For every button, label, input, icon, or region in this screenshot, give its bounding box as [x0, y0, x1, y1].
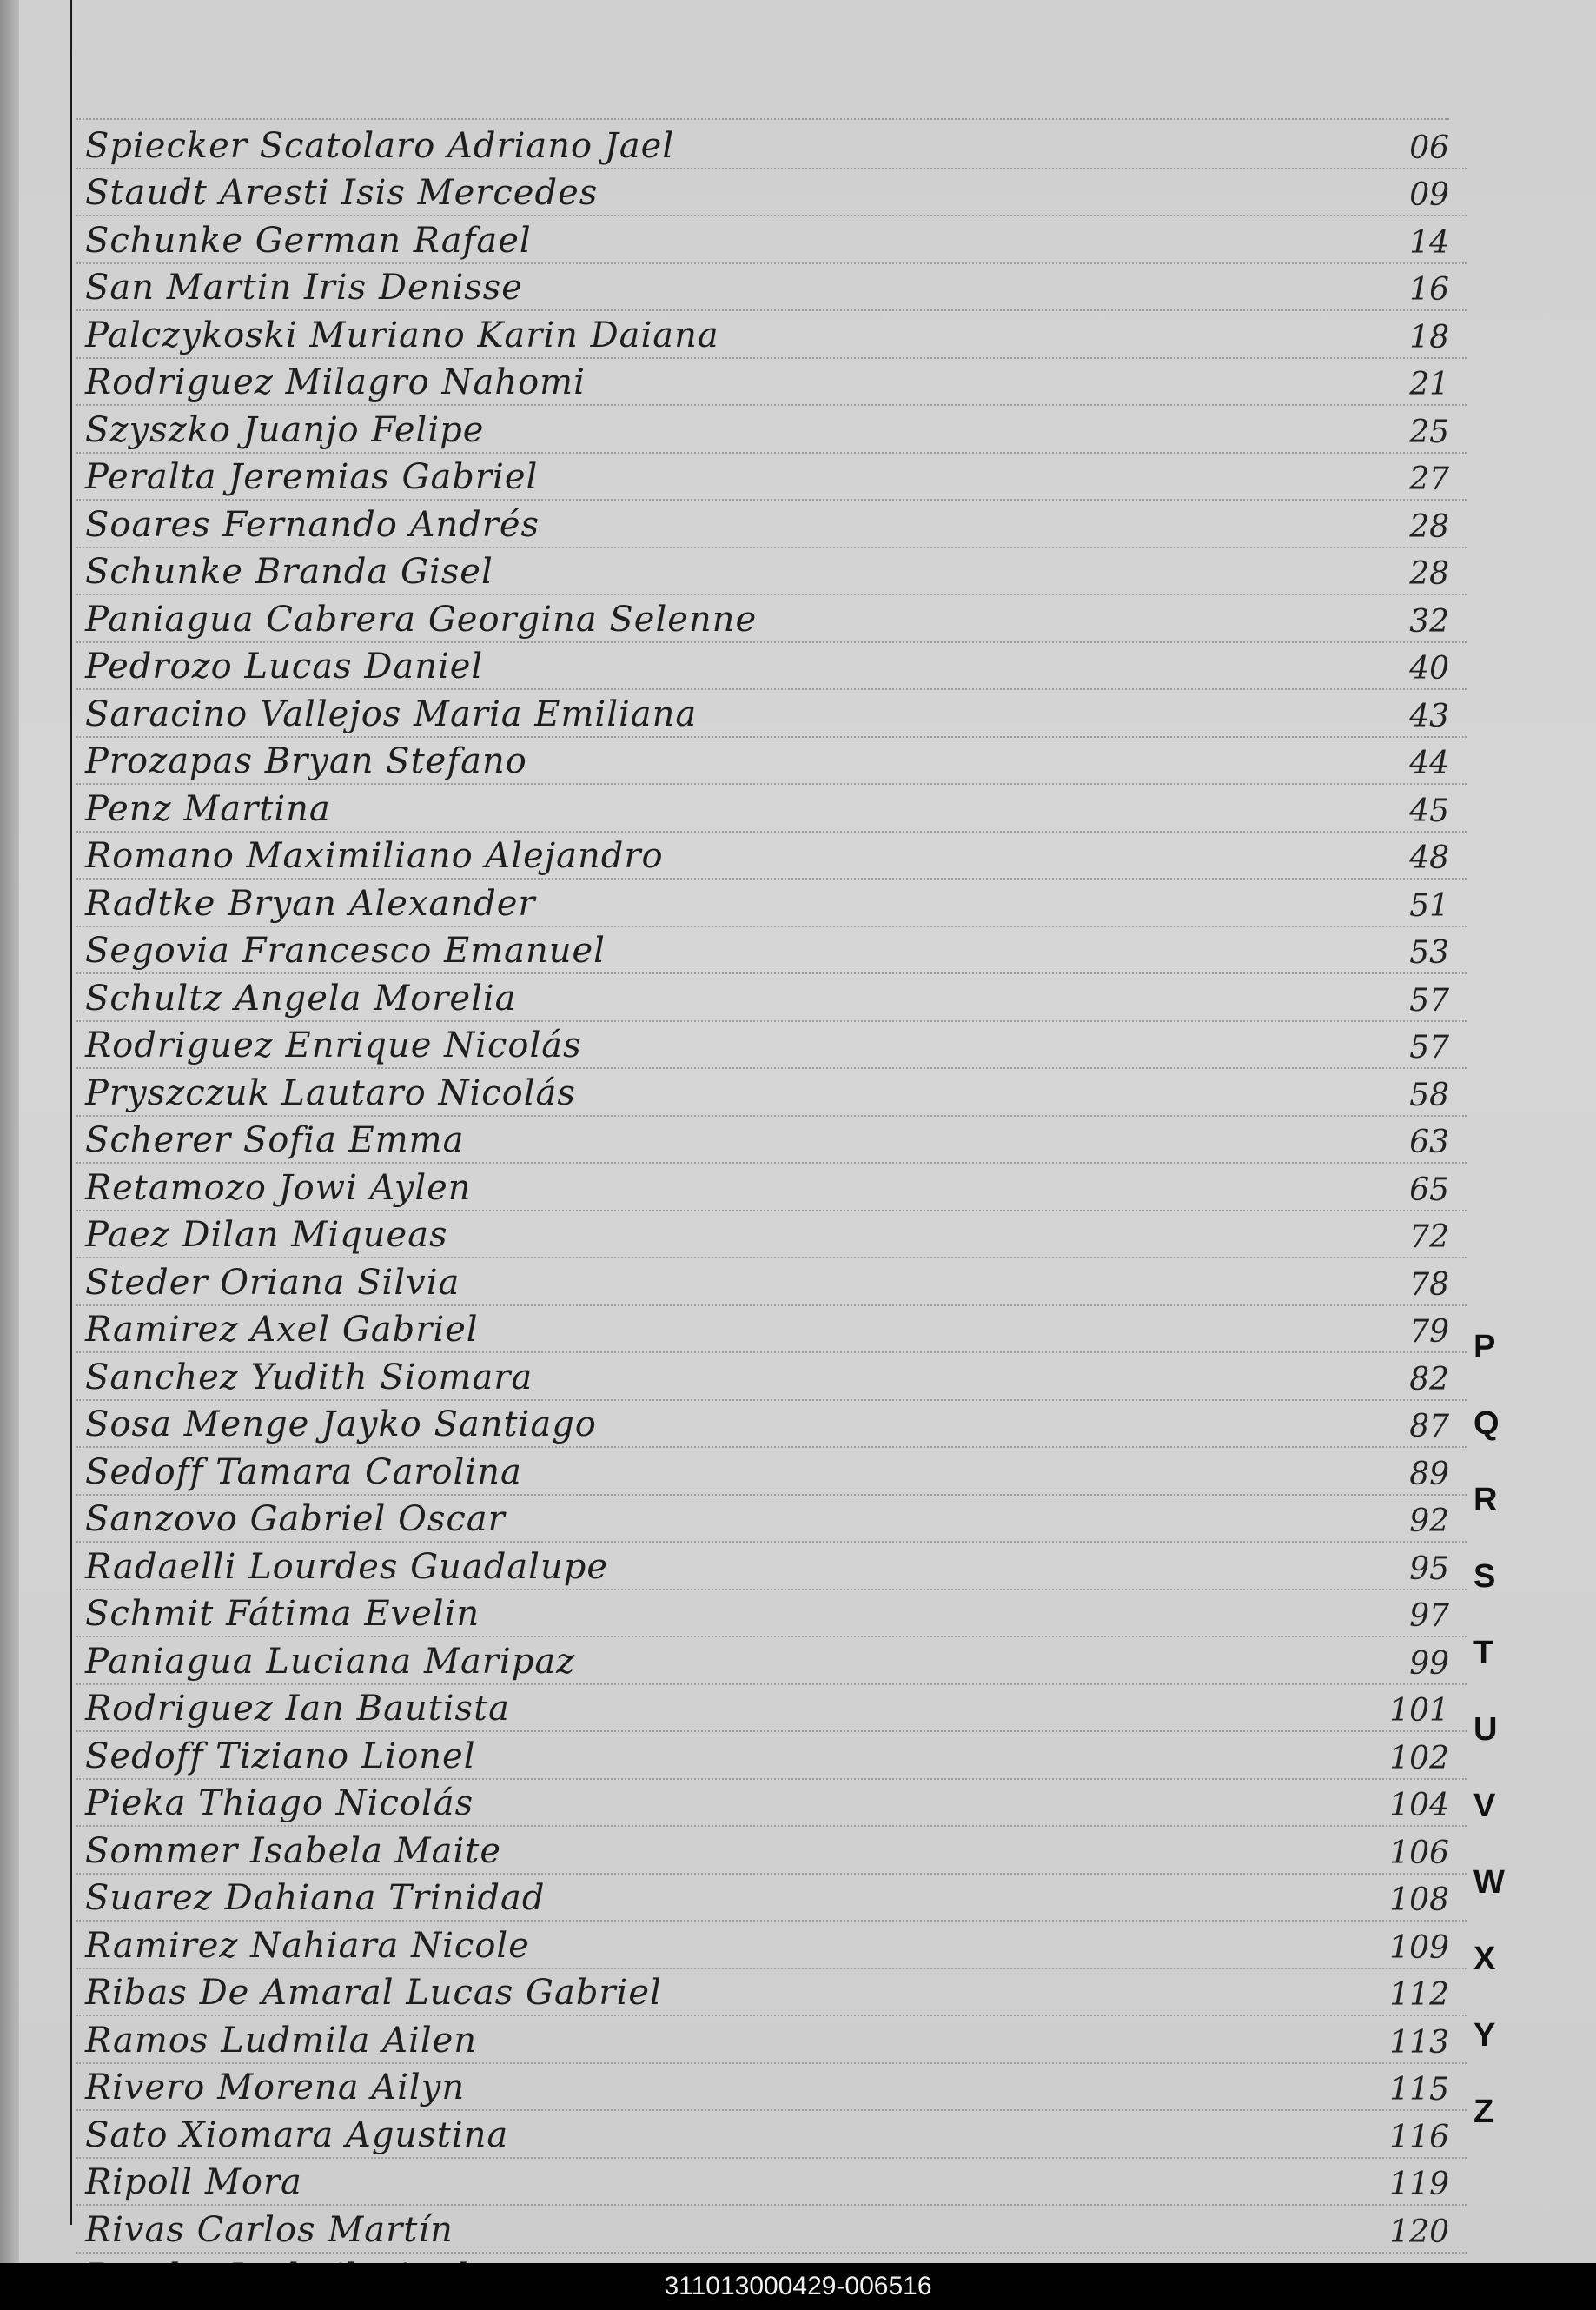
entry-row: [76, 548, 1467, 596]
entry-row: [76, 974, 1467, 1022]
entry-number: 09: [1409, 177, 1449, 213]
entry-row: [76, 738, 1467, 786]
entry-name: Radtke Bryan Alexander: [85, 883, 536, 924]
index-tab-w[interactable]: W: [1473, 1864, 1505, 1901]
entry-row: [76, 1637, 1467, 1685]
entry-number: 78: [1409, 1266, 1449, 1303]
entry-row: [76, 2159, 1467, 2207]
entry-row: [76, 454, 1467, 501]
entry-row: [76, 1685, 1467, 1733]
entry-row: [76, 501, 1467, 548]
entry-name: Pryszczuk Lautaro Nicolás: [85, 1072, 576, 1113]
entry-row: [76, 122, 1467, 169]
entry-name: Rivero Morena Ailyn: [85, 2068, 466, 2108]
entry-row: [76, 1353, 1467, 1401]
entry-number: 99: [1409, 1645, 1449, 1682]
page-binding-edge: [0, 0, 19, 2263]
entry-number: 27: [1409, 461, 1449, 497]
entry-number: 53: [1409, 935, 1449, 971]
entry-row: [76, 1732, 1467, 1780]
entry-row: [76, 1827, 1467, 1875]
entry-name: Ramirez Nahiara Nicole: [85, 1925, 530, 1966]
entry-name: Pieka Thiago Nicolás: [85, 1783, 474, 1823]
entry-row: [76, 2016, 1467, 2064]
entry-number: 57: [1409, 982, 1449, 1019]
index-tab-s[interactable]: S: [1473, 1558, 1496, 1595]
entry-name: Staudt Aresti Isis Mercedes: [85, 173, 599, 213]
entry-name: Paez Dilan Miqueas: [85, 1215, 448, 1255]
entry-row: [76, 406, 1467, 454]
entry-number: 113: [1389, 2024, 1449, 2061]
entry-name: Spiecker Scatolaro Adriano Jael: [85, 125, 675, 166]
entry-name: Sanchez Yudith Siomara: [85, 1357, 533, 1397]
entry-name: Sato Xiomara Agustina: [85, 2114, 509, 2155]
entry-name: Steder Oriana Silvia: [85, 1262, 460, 1303]
entry-row: [76, 1543, 1467, 1590]
index-tab-t[interactable]: T: [1473, 1635, 1494, 1671]
entry-number: 63: [1409, 1125, 1449, 1160]
entry-name: Schmit Fátima Evelin: [85, 1594, 480, 1634]
entry-name: Peralta Jeremias Gabriel: [85, 457, 539, 497]
index-tab-v[interactable]: V: [1473, 1788, 1496, 1824]
entry-name: Saracino Vallejos Maria Emiliana: [85, 694, 698, 734]
entry-number: 51: [1409, 887, 1449, 924]
entry-number: 82: [1409, 1361, 1449, 1397]
entry-name: Rodriguez Ian Bautista: [85, 1689, 510, 1729]
entry-name: Paniagua Luciana Maripaz: [85, 1641, 576, 1682]
entry-row: [76, 264, 1467, 312]
entry-number: 65: [1409, 1172, 1449, 1208]
entry-list: [76, 122, 1467, 2300]
entry-row: [76, 1211, 1467, 1259]
entry-number: 79: [1409, 1314, 1449, 1350]
entry-name: Prozapas Bryan Stefano: [85, 741, 527, 781]
entry-name: Romano Maximiliano Alejandro: [85, 836, 664, 876]
entry-row: [76, 1969, 1467, 2017]
index-tab-u[interactable]: U: [1473, 1711, 1498, 1748]
entry-number: 72: [1409, 1219, 1449, 1255]
entry-name: Ramos Ludmila Ailen: [85, 2020, 478, 2061]
entry-row: [76, 1401, 1467, 1449]
entry-number: 06: [1409, 129, 1449, 166]
entry-row: [76, 359, 1467, 407]
entry-number: 89: [1409, 1456, 1449, 1492]
entry-number: 28: [1409, 508, 1449, 545]
entry-number: 48: [1409, 840, 1449, 876]
entry-number: 25: [1409, 414, 1449, 450]
entry-number: 32: [1409, 603, 1449, 640]
entry-number: 97: [1409, 1598, 1449, 1634]
entry-number: 106: [1389, 1835, 1449, 1871]
entry-number: 116: [1389, 2119, 1449, 2155]
margin-line: [70, 0, 72, 2225]
entry-name: Sedoff Tamara Carolina: [85, 1451, 522, 1492]
entry-number: 115: [1389, 2072, 1449, 2108]
entry-row: [76, 1022, 1467, 1070]
entry-number: 104: [1389, 1788, 1449, 1823]
entry-row: [76, 169, 1467, 217]
entry-row: [76, 1590, 1467, 1638]
entry-number: 108: [1389, 1882, 1449, 1918]
entry-name: Paniagua Cabrera Georgina Selenne: [85, 599, 758, 640]
entry-row: [76, 690, 1467, 738]
entry-number: 101: [1389, 1693, 1449, 1729]
entry-row: [76, 833, 1467, 880]
entry-name: Segovia Francesco Emanuel: [85, 931, 606, 971]
entry-number: 43: [1409, 698, 1449, 734]
entry-number: 102: [1389, 1740, 1449, 1776]
top-rule: [76, 118, 1449, 120]
index-tab-y[interactable]: Y: [1473, 2017, 1496, 2054]
entry-number: 18: [1409, 319, 1449, 355]
entry-number: 120: [1389, 2214, 1449, 2250]
entry-row: [76, 1922, 1467, 1969]
entry-row: [76, 927, 1467, 975]
entry-name: Rodriguez Milagro Nahomi: [85, 362, 586, 402]
entry-number: 95: [1409, 1550, 1449, 1587]
entry-row: [76, 2206, 1467, 2254]
entry-row: [76, 1164, 1467, 1211]
entry-row: [76, 2111, 1467, 2159]
entry-number: 44: [1409, 746, 1449, 781]
entry-number: 109: [1389, 1929, 1449, 1966]
index-tab-q[interactable]: Q: [1473, 1405, 1500, 1442]
entry-number: 58: [1409, 1077, 1449, 1113]
entry-row: [76, 1117, 1467, 1165]
entry-row: [76, 1306, 1467, 1354]
index-tab-x[interactable]: X: [1473, 1941, 1496, 1977]
entry-row: [76, 1448, 1467, 1496]
entry-name: Sedoff Tiziano Lionel: [85, 1736, 476, 1776]
entry-row: [76, 1496, 1467, 1543]
entry-number: 112: [1389, 1977, 1449, 2013]
entry-name: Sommer Isabela Maite: [85, 1830, 502, 1871]
entry-row: [76, 785, 1467, 833]
index-tab-p[interactable]: P: [1473, 1329, 1496, 1365]
entry-name: Retamozo Jowi Aylen: [85, 1167, 472, 1208]
entry-row: [76, 880, 1467, 927]
entry-name: Schunke German Rafael: [85, 220, 532, 261]
entry-name: Rodriguez Enrique Nicolás: [85, 1026, 582, 1065]
entry-number: 14: [1409, 224, 1449, 261]
entry-name: San Martin Iris Denisse: [85, 268, 523, 308]
index-tab-z[interactable]: Z: [1473, 2094, 1494, 2130]
entry-number: 21: [1409, 367, 1449, 402]
entry-row: [76, 1875, 1467, 1922]
entry-row: [76, 311, 1467, 359]
entry-row: [76, 1780, 1467, 1828]
entry-number: 87: [1409, 1409, 1449, 1444]
entry-name: Ripoll Mora: [85, 2162, 302, 2202]
entry-name: Szyszko Juanjo Felipe: [85, 409, 485, 450]
entry-name: Rivas Carlos Martín: [85, 2209, 454, 2250]
footer-bar: [0, 2263, 1596, 2310]
entry-row: [76, 1258, 1467, 1306]
entry-number: 28: [1409, 556, 1449, 592]
entry-row: [76, 2064, 1467, 2112]
entry-name: Schunke Branda Gisel: [85, 552, 493, 592]
entry-name: Penz Martina: [85, 788, 331, 829]
alphabet-index: [1467, 1321, 1596, 2162]
index-tab-r[interactable]: R: [1473, 1482, 1498, 1518]
entry-number: 45: [1409, 793, 1449, 829]
entry-name: Ramirez Axel Gabriel: [85, 1310, 479, 1350]
entry-name: Palczykoski Muriano Karin Daiana: [85, 315, 719, 355]
entry-row: [76, 216, 1467, 264]
entry-name: Suarez Dahiana Trinidad: [85, 1878, 546, 1918]
entry-row: [76, 643, 1467, 691]
entry-name: Sosa Menge Jayko Santiago: [85, 1404, 597, 1444]
entry-number: 119: [1389, 2167, 1449, 2202]
entry-row: [76, 595, 1467, 643]
entry-name: Soares Fernando Andrés: [85, 504, 540, 545]
entry-row: [76, 1069, 1467, 1117]
entry-name: Sanzovo Gabriel Oscar: [85, 1499, 506, 1539]
entry-number: 16: [1409, 272, 1449, 308]
entry-name: Pedrozo Lucas Daniel: [85, 647, 484, 687]
entry-number: 40: [1409, 651, 1449, 687]
document-code: 311013000429-006516: [664, 2272, 932, 2300]
entry-number: 92: [1409, 1503, 1449, 1539]
entry-name: Ribas De Amaral Lucas Gabriel: [85, 1973, 662, 2013]
entry-name: Radaelli Lourdes Guadalupe: [85, 1546, 608, 1587]
entry-name: Schultz Angela Morelia: [85, 978, 517, 1019]
entry-name: Scherer Sofia Emma: [85, 1120, 465, 1160]
entry-number: 57: [1409, 1030, 1449, 1065]
